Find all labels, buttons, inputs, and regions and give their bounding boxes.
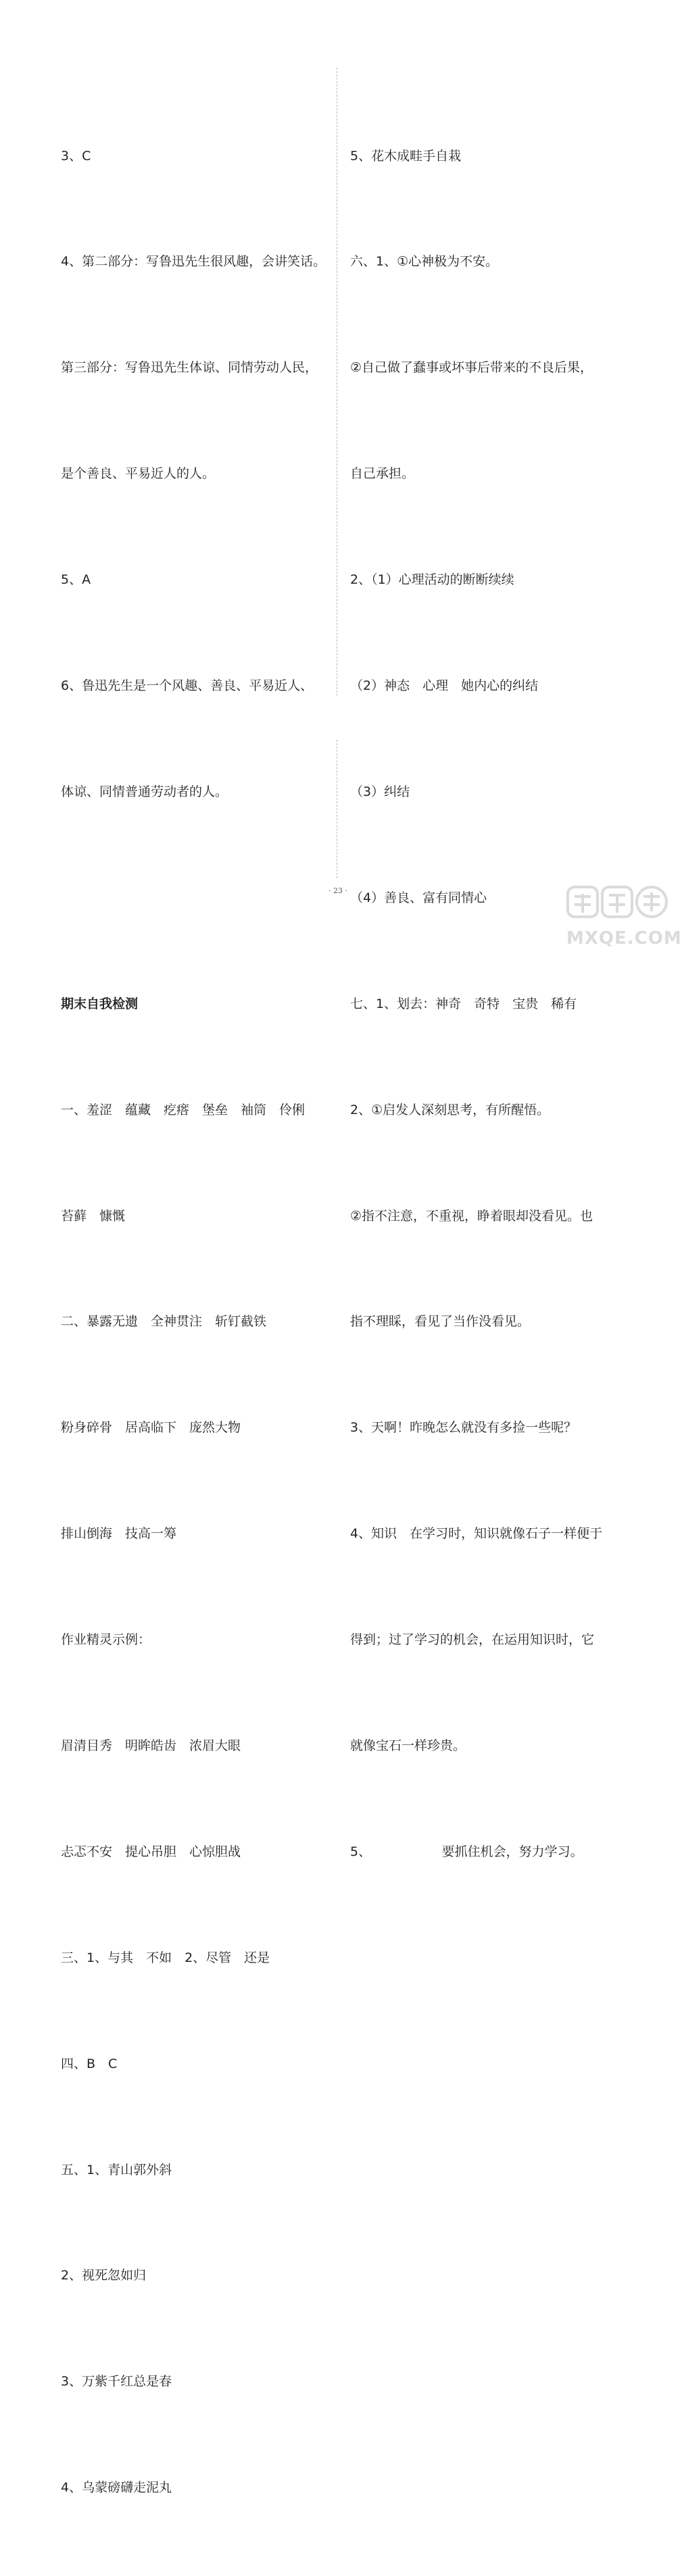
answer-line: 作业精灵示例： <box>61 1632 151 1648</box>
answer-line: 二、暴露无遗 全神贯注 斩钉截铁 <box>61 1314 267 1330</box>
answer-line: 3、C <box>61 148 91 163</box>
watermark <box>566 884 682 949</box>
left-column <box>61 68 331 2576</box>
answer-line: （2）神态 心理 她内心的纠结 <box>350 678 539 694</box>
answer-line: 苔藓 慷慨 <box>61 1208 126 1223</box>
answer-line: 三、1、与其 不如 2、尽管 还是 <box>61 1950 270 1965</box>
answer-line: 眉清目秀 明眸皓齿 浓眉大眼 <box>61 1738 241 1753</box>
answer-line: 2、视死忽如归 <box>61 2268 147 2283</box>
answer-line: 3、天啊！昨晚怎么就没有多捡一些呢？ <box>350 1420 577 1436</box>
answer-line: （4）善良、富有同情心 <box>350 890 487 905</box>
answer-line: 5、A <box>61 572 91 588</box>
answer-line: ②自己做了蠢事或坏事后带来的不良后果， <box>350 360 593 376</box>
answer-line: 得到；过了学习的机会，在运用知识时，它 <box>350 1632 595 1648</box>
answer-line: 2、①启发人深刻思考，有所醒悟。 <box>350 1102 550 1117</box>
answer-line: 3、万紫千红总是春 <box>61 2374 172 2390</box>
answer-line: 4、第二部分：写鲁迅先生很风趣，会讲笑话。 <box>61 254 326 270</box>
answer-line: 体谅、同情普通劳动者的人。 <box>61 784 228 799</box>
answer-line: 5、 要抓住机会，努力学习。 <box>350 1844 583 1859</box>
answer-line: 五、1、青山郭外斜 <box>61 2162 172 2177</box>
watermark-text: MXQE.COM <box>566 928 682 949</box>
answer-line: 是个善良、平易近人的人。 <box>61 466 216 482</box>
answer-line: 自己承担。 <box>350 466 415 482</box>
answer-line: 4、乌蒙磅礴走泥丸 <box>61 2480 172 2496</box>
answer-line: ②指不注意，不重视，睁着眼却没看见。也 <box>350 1208 593 1223</box>
answer-line: 第三部分：写鲁迅先生体谅、同情劳动人民， <box>61 360 318 376</box>
page-number: · 23 · <box>328 886 347 895</box>
answer-line: 一、羞涩 蕴藏 疙瘩 堡垒 袖筒 伶俐 <box>61 1102 306 1117</box>
watermark-logo-icon <box>566 884 668 921</box>
answer-line: 忐忑不安 提心吊胆 心惊胆战 <box>61 1844 241 1859</box>
answer-line: 4、知识 在学习时，知识就像石子一样便于 <box>350 1526 603 1542</box>
answer-line: 5、花木成畦手自栽 <box>350 148 462 163</box>
answer-line: 粉身碎骨 居高临下 庞然大物 <box>61 1420 241 1436</box>
answer-line: 四、B C <box>61 2056 118 2071</box>
answer-line: 七、1、划去：神奇 奇特 宝贵 稀有 <box>350 996 577 1011</box>
answer-line: 6、鲁迅先生是一个风趣、善良、平易近人、 <box>61 678 314 694</box>
section-heading: 期末自我检测 <box>61 996 139 1011</box>
answer-line: 就像宝石一样珍贵。 <box>350 1738 466 1753</box>
blank-line <box>61 880 331 915</box>
right-column <box>350 68 634 1940</box>
answer-line: 排山倒海 技高一筹 <box>61 1526 177 1542</box>
answer-line: 六、1、①心神极为不安。 <box>350 254 499 270</box>
answer-line: 2、（1）心理活动的断断续续 <box>350 572 514 588</box>
answer-line: 指不理睬，看见了当作没看见。 <box>350 1314 531 1330</box>
answer-line: （3）纠结 <box>350 784 410 799</box>
